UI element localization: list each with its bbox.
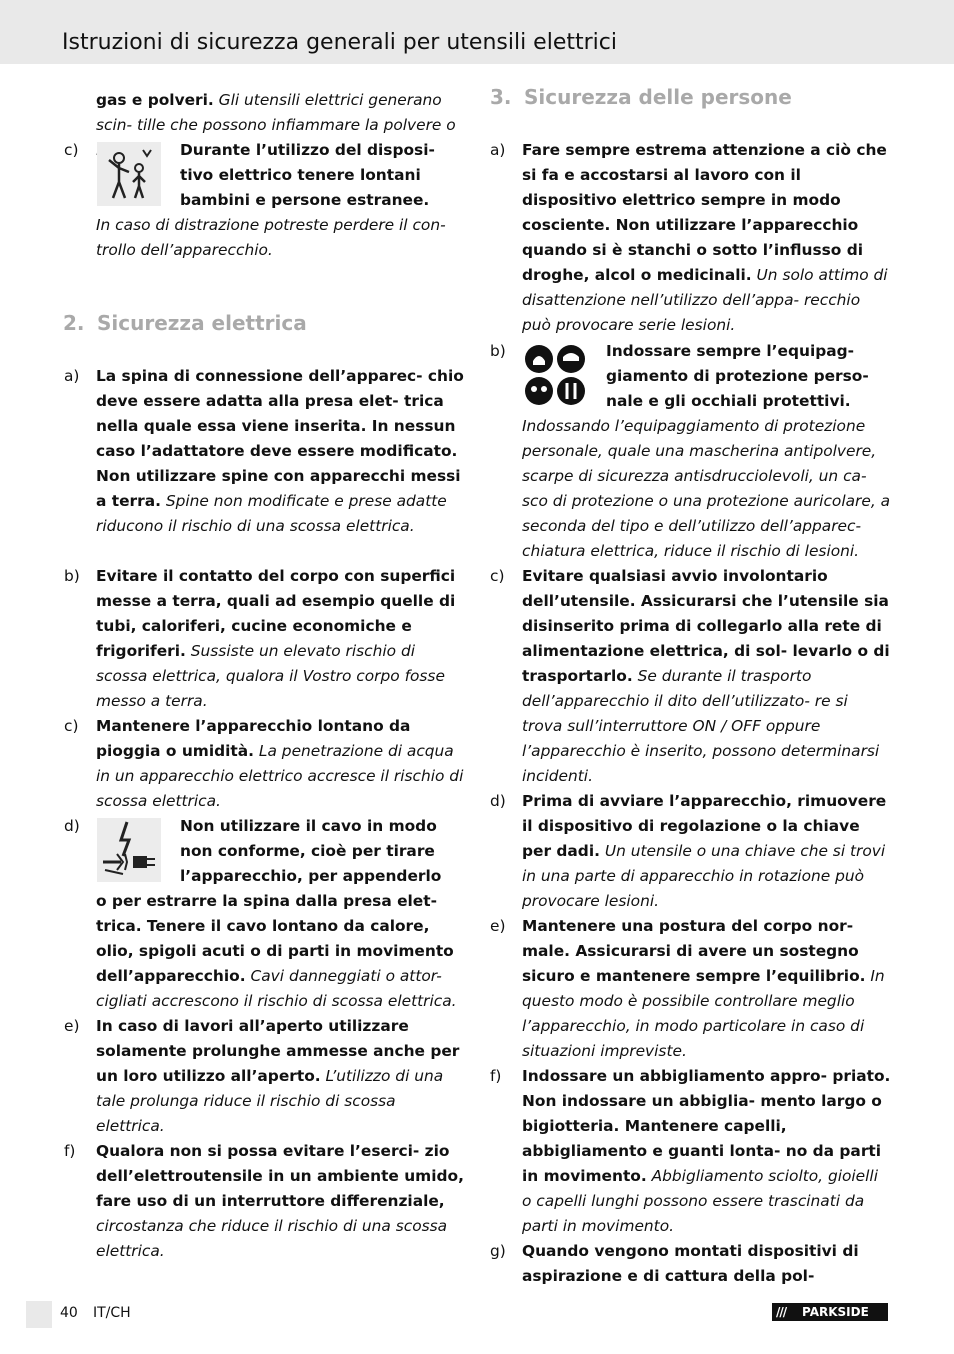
intro-bold: gas e polveri. — [96, 91, 214, 109]
list-item — [522, 914, 892, 1064]
list-item — [522, 1064, 892, 1239]
item-italic: L’utilizzo di una tale prolunga riduce il rischio di scossa elettrica. — [96, 1067, 444, 1135]
section-number: 2. — [63, 311, 85, 335]
section-title: Sicurezza delle persone — [524, 85, 792, 109]
list-item — [96, 1139, 466, 1264]
item-c1-italic: In caso di distrazione potreste perdere il con- trollo dell’apparecchio. — [96, 216, 446, 259]
section-3-heading — [490, 85, 792, 109]
item-bold: In caso di lavori all’aperto utilizzare solamente prolunghe ammesse anche per un loro utilizzo all’aperto. — [96, 1017, 460, 1085]
page-language: IT/CH — [93, 1305, 131, 1321]
page-title: Istruzioni di sicurezza generali per utensili elettrici — [62, 30, 617, 55]
list-item — [96, 364, 466, 539]
item-letter: b) — [64, 567, 80, 585]
item-bold: o per estrarre la spina dalla presa elet- trica. Tenere il cavo lontano da calore, olio, spigoli acuti o di parti in movimento dell’apparecchio. — [96, 892, 454, 985]
item-bold: Indossare un abbigliamento appro- priato. Non indossare un abbiglia- mento largo o bigiotteria. Mantenere capelli, abbigliamento e guanti lonta- no da parti in movimento. — [522, 1067, 891, 1185]
section-number: 3. — [490, 85, 512, 109]
intro-italic: Gli utensili elettrici generano scin- tille che possono infiammare la polvere o — [96, 91, 456, 134]
item-letter: c) — [64, 141, 79, 159]
item-letter: g) — [490, 1242, 506, 1260]
footer-marker — [26, 1301, 52, 1328]
item-bold: Evitare il contatto del corpo con superfici messe a terra, quali ad esempio quelle di tubi, caloriferi, cucine economiche e frigoriferi. — [96, 567, 456, 660]
item-italic: Se durante il trasporto dell’apparecchio il dito dell’utilizzato- re si trova sull’interruttore ON / OFF oppure l’apparecchio è inserito, possono determinarsi incidenti. — [522, 667, 880, 785]
list-item — [96, 564, 468, 714]
item-letter: b) — [490, 342, 506, 360]
item-letter: c) — [490, 567, 505, 585]
item-letter: c) — [64, 717, 79, 735]
section-2-heading — [63, 311, 307, 335]
logo-stripes: /// — [776, 1305, 787, 1319]
item-italic: Cavi danneggiati o attor- cigliati accrescono il rischio di scossa elettrica. — [96, 967, 457, 1010]
item-bold: Qualora non si possa evitare l’eserci- zio dell’elettroutensile in un ambiente umido, fare uso di un interruttore differenziale, — [96, 1142, 464, 1210]
children-warning-icon — [97, 142, 161, 206]
list-item — [96, 714, 464, 814]
item-bold: La spina di connessione dell’apparec- chio deve essere adatta alla presa elet- trica nella quale essa viene inserita. In nessun caso l’adattatore deve essere modificato. Non utilizzare spine con apparecchi messi a terra. — [96, 367, 464, 510]
item-letter: a) — [490, 141, 506, 159]
item-bold: Fare sempre estrema attenzione a ciò che si fa e accostarsi al lavoro con il dispositivo elettrico sempre in modo cosciente. Non utilizzare l’apparecchio quando si è stanchi o sotto l’influsso di droghe, alcol o medicinali. — [522, 141, 887, 284]
item-bold: Quando vengono montati dispositivi di aspirazione e di cattura della pol- — [522, 1242, 859, 1285]
item-letter: a) — [64, 367, 80, 385]
list-item — [522, 789, 892, 914]
item-italic: La penetrazione di acqua in un apparecchio elettrico accresce il rischio di scossa elettrica. — [96, 742, 464, 810]
item-letter: d) — [64, 817, 80, 835]
item-d-bold-top: Non utilizzare il cavo in modo non conforme, cioè per tirare l’apparecchio, per appenderlo — [180, 817, 442, 885]
parkside-logo — [772, 1303, 888, 1321]
list-item — [522, 138, 892, 338]
list-item — [96, 1014, 466, 1139]
item-bold: Mantenere l’apparecchio lontano da pioggia o umidità. — [96, 717, 411, 760]
list-item — [522, 564, 892, 789]
item-italic: Sussiste un elevato rischio di scossa elettrica, qualora il Vostro corpo fosse messo a terra. — [96, 642, 445, 710]
item-italic: Abbigliamento sciolto, gioielli o capelli lunghi possono essere trascinati da parti in movimento. — [522, 1167, 878, 1235]
item-italic: In questo modo è possibile controllare meglio l’apparecchio, in modo particolare in caso di situazioni impreviste. — [522, 967, 885, 1060]
item-italic: circostanza che riduce il rischio di una scossa elettrica. — [96, 1217, 448, 1260]
item-italic: Un utensile o una chiave che si trovi in una parte di apparecchio in rotazione può provocare lesioni. — [522, 842, 886, 910]
item-b-bold: Indossare sempre l’equipag- giamento di protezione perso- nale e gli occhiali protettivi. — [606, 342, 869, 410]
item-bold: Mantenere una postura del corpo nor- male. Assicurarsi di avere un sostegno sicuro e mantenere sempre l’equilibrio. — [522, 917, 866, 985]
item-letter: d) — [490, 792, 506, 810]
logo-text: PARKSIDE — [802, 1305, 869, 1319]
section-title: Sicurezza elettrica — [97, 311, 307, 335]
item-letter: e) — [64, 1017, 80, 1035]
item-bold: Prima di avviare l’apparecchio, rimuovere il dispositivo di regolazione o la chiave per dadi. — [522, 792, 887, 860]
page-number: 40 — [60, 1305, 78, 1321]
item-d-rest — [96, 889, 468, 1014]
item-b-italic: Indossando l’equipaggiamento di protezione personale, quale una mascherina antipolvere, scarpe di sicurezza antisdrucciolevoli, un ca- sco di protezione o una protezione auricolare, a seconda del tipo e dell’utilizzo dell’apparec- chiatura elettrica, riduce il rischio di lesioni. — [522, 417, 891, 560]
cable-damage-warning-icon — [97, 818, 161, 882]
protective-equipment-icon — [523, 343, 587, 407]
list-item — [522, 1239, 892, 1289]
item-italic: Un solo attimo di disattenzione nell’utilizzo dell’appa- recchio può provocare serie lesioni. — [522, 266, 888, 334]
item-letter: f) — [64, 1142, 76, 1160]
item-letter: f) — [490, 1067, 502, 1085]
page-header — [0, 0, 954, 64]
item-italic: Spine non modificate e prese adatte riducono il rischio di una scossa elettrica. — [96, 492, 447, 535]
item-c1-bold: Durante l’utilizzo del disposi- tivo elettrico tenere lontani bambini e persone estranee. — [180, 141, 435, 209]
item-bold: Evitare qualsiasi avvio involontario dell’utensile. Assicurarsi che l’utensile sia disinserito prima di collegarlo alla rete di alimentazione elettrica, di sol- levarlo o di trasportarlo. — [522, 567, 890, 685]
item-letter: e) — [490, 917, 506, 935]
